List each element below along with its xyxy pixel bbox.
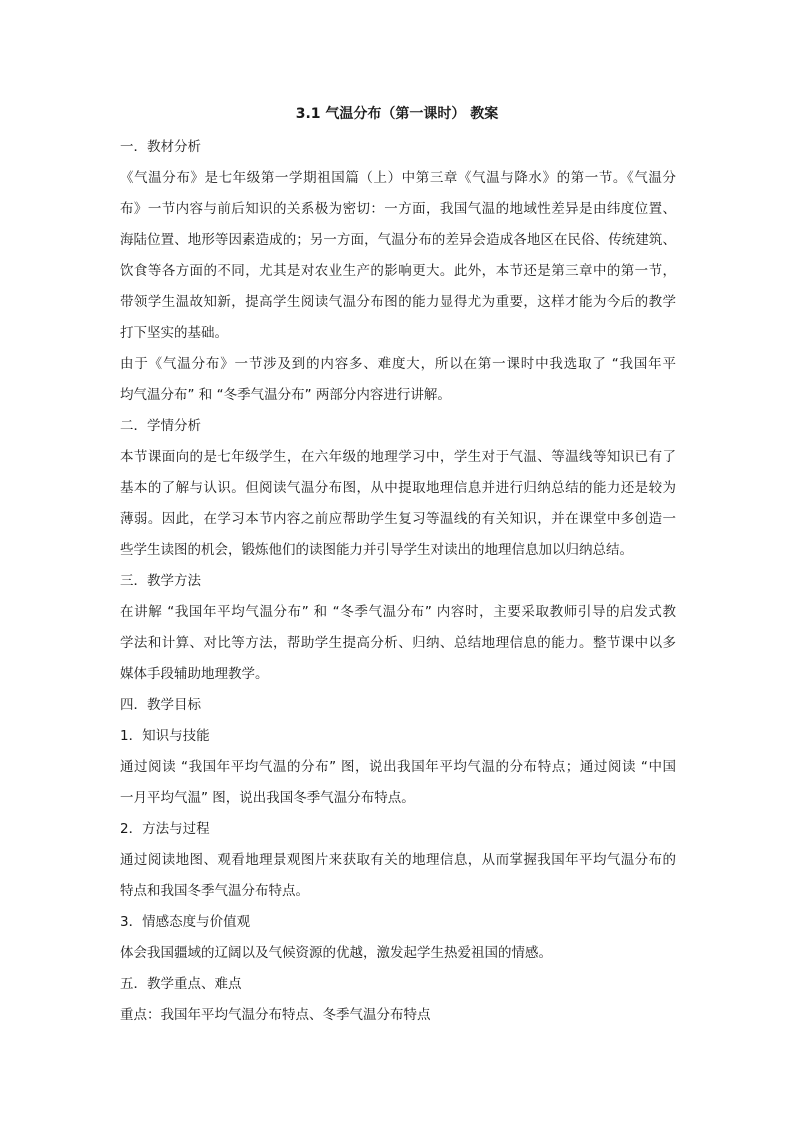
paragraph-line: 通过阅读地图、观看地理景观图片来获取有关的地理信息，从而掌握我国年平均气温分布的 [120, 852, 676, 868]
paragraph-line: 基本的了解与认识。但阅读气温分布图，从中提取地理信息并进行归纳总结的能力还是较为 [120, 480, 676, 496]
document-body [120, 132, 676, 1031]
paragraph-line: 薄弱。因此，在学习本节内容之前应帮助学生复习等温线的有关知识，并在课堂中多创造一 [120, 511, 676, 527]
paragraph-line: 打下坚实的基础。 [120, 325, 228, 341]
paragraph-line: 体会我国疆域的辽阔以及气候资源的优越，激发起学生热爱祖国的情感。 [120, 945, 552, 961]
paragraph-line: 通过阅读 “我国年平均气温的分布” 图，说出我国年平均气温的分布特点；通过阅读 “中国 [120, 759, 676, 775]
section-heading-teaching-goals: 四．教学目标 [120, 697, 201, 713]
section-heading-teaching-method: 三．教学方法 [120, 573, 201, 589]
paragraph-line: 一月平均气温” 图，说出我国冬季气温分布特点。 [120, 790, 415, 806]
section-heading-textbook-analysis: 一．教材分析 [120, 139, 201, 155]
section-heading-key-points: 五．教学重点、难点 [120, 976, 242, 992]
subheading-knowledge-skills: 1．知识与技能 [120, 728, 210, 744]
paragraph-line: 海陆位置、地形等因素造成的；另一方面，气温分布的差异会造成各地区在民俗、传统建筑、 [120, 232, 676, 248]
paragraph-line: 媒体手段辅助地理教学。 [120, 666, 269, 682]
paragraph-line: 饮食等各方面的不同，尤其是对农业生产的影响更大。此外，本节还是第三章中的第一节， [120, 263, 676, 279]
paragraph-line: 带领学生温故知新，提高学生阅读气温分布图的能力显得尤为重要，这样才能为今后的教学 [120, 294, 676, 310]
paragraph-line: 学法和计算、对比等方法，帮助学生提高分析、归纳、总结地理信息的能力。整节课中以多 [120, 635, 676, 651]
paragraph-line: 均气温分布” 和 “冬季气温分布” 两部分内容进行讲解。 [120, 387, 451, 403]
paragraph-line: 本节课面向的是七年级学生，在六年级的地理学习中，学生对于气温、等温线等知识已有了 [120, 449, 676, 465]
subheading-attitude-values: 3．情感态度与价值观 [120, 914, 251, 930]
paragraph-line: 特点和我国冬季气温分布特点。 [120, 883, 309, 899]
paragraph-line: 重点：我国年平均气温分布特点、冬季气温分布特点 [120, 1007, 431, 1023]
subheading-method-process: 2．方法与过程 [120, 821, 210, 837]
paragraph-line: 由于《气温分布》一节涉及到的内容多、难度大，所以在第一课时中我选取了 “我国年平 [120, 356, 676, 372]
paragraph-line: 在讲解 “我国年平均气温分布” 和 “冬季气温分布” 内容时，主要采取教师引导的启发式教 [120, 604, 676, 620]
paragraph-line: 些学生读图的机会，锻炼他们的读图能力并引导学生对读出的地理信息加以归纳总结。 [120, 542, 633, 558]
document-title: 3.1 气温分布（第一课时） 教案 [295, 106, 499, 122]
paragraph-line: 布》一节内容与前后知识的关系极为密切：一方面，我国气温的地域性差异是由纬度位置、 [120, 201, 676, 217]
paragraph-line: 《气温分布》是七年级第一学期祖国篇（上）中第三章《气温与降水》的第一节。《气温分 [120, 170, 676, 186]
section-heading-student-analysis: 二．学情分析 [120, 418, 201, 434]
